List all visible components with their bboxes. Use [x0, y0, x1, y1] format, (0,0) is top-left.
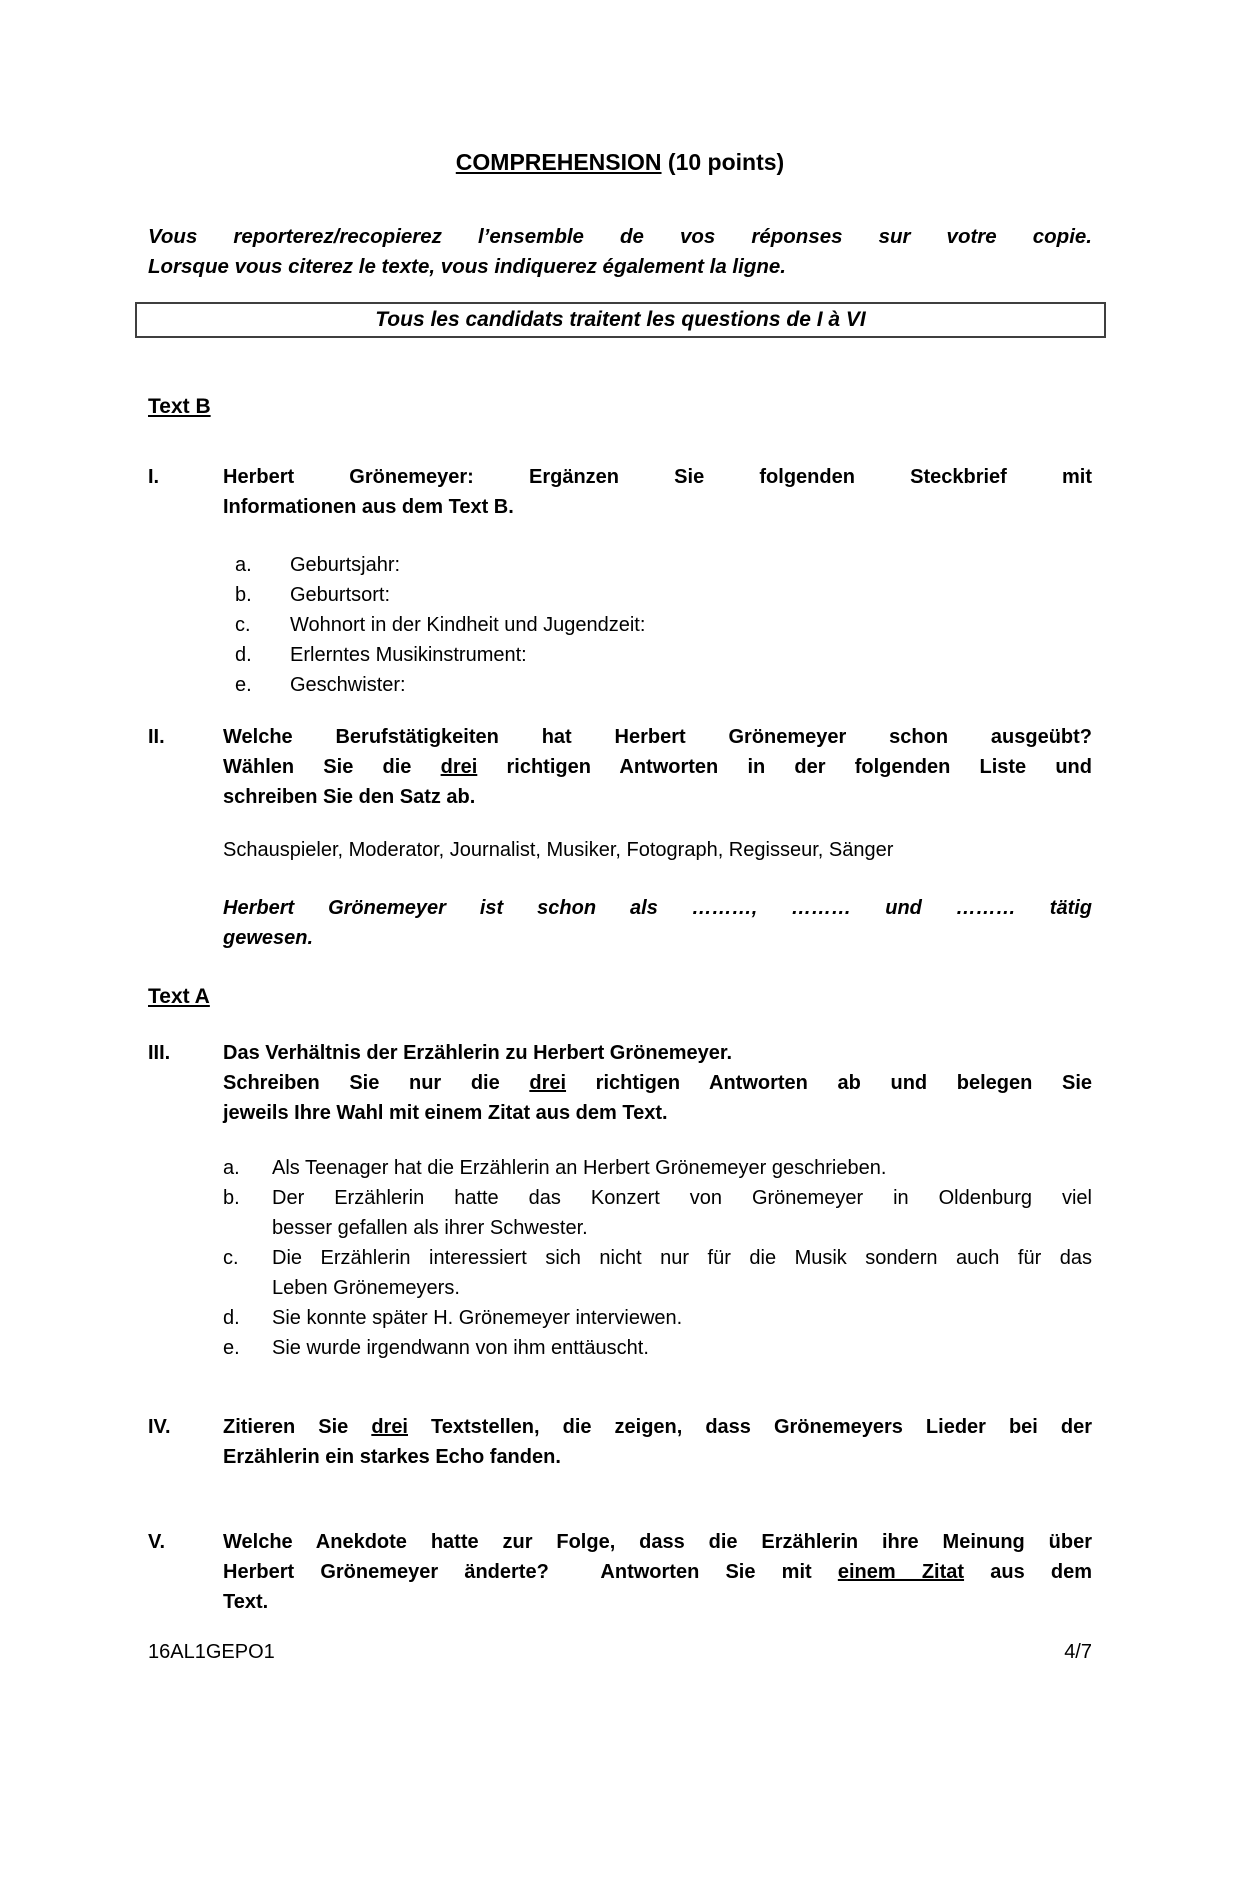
question-1-text: Herbert Grönemeyer: Ergänzen Sie folgenden Steckbrief mit Informationen aus dem Text B.	[223, 466, 1092, 518]
instructions: Vous reporterez/recopierez l’ensemble de vos réponses sur votre copie. Lorsque vous citerez le texte, vous indiquerez également la ligne.	[148, 225, 1092, 278]
list-item-marker: c.	[235, 614, 251, 636]
list-item	[223, 1243, 1092, 1303]
title-main: COMPREHENSION	[455, 149, 662, 175]
steckbrief-list	[235, 550, 1092, 700]
question-4-text: Zitieren Sie drei Textstellen, die zeigen, dass Grönemeyers Lieder bei der Erzählerin ein starkes Echo fanden.	[223, 1416, 1093, 1468]
question-1	[148, 462, 1092, 522]
list-item-marker: b.	[223, 1187, 240, 1209]
list-item-text: Die Erzählerin interessiert sich nicht nur für die Musik sondern auch für das Leben Grönemeyers.	[272, 1247, 1092, 1299]
banner-box	[135, 302, 1106, 338]
question-3	[148, 1038, 1092, 1128]
question-5-text: Welche Anekdote hatte zur Folge, dass die Erzählerin ihre Meinung über Herbert Grönemeyer änderte? Antworten Sie mit einem Zitat aus dem Text.	[223, 1531, 1092, 1613]
list-item-marker: d.	[223, 1307, 240, 1329]
list-item	[235, 580, 1092, 610]
list-item-text: Als Teenager hat die Erzählerin an Herbert Grönemeyer geschrieben.	[272, 1157, 887, 1179]
list-item-text: Wohnort in der Kindheit und Jugendzeit:	[290, 614, 646, 636]
list-item-text: Sie wurde irgendwann von ihm enttäuscht.	[272, 1337, 649, 1359]
gap-sentence: Herbert Grönemeyer ist schon als ………, ……… und ……… tätig gewesen.	[223, 897, 1092, 949]
list-item-text: Erlerntes Musikinstrument:	[290, 644, 527, 666]
heading-text-a	[148, 982, 1092, 1012]
list-item	[223, 1303, 1092, 1333]
question-2-text: Welche Berufstätigkeiten hat Herbert Grönemeyer schon ausgeübt? Wählen Sie die drei richtigen Antworten in der folgenden Liste und schreiben Sie den Satz ab.	[223, 726, 1092, 808]
list-item	[235, 640, 1092, 670]
list-item-marker: a.	[235, 554, 252, 576]
list-item	[235, 610, 1092, 640]
list-item	[235, 550, 1092, 580]
professions-line: Schauspieler, Moderator, Journalist, Musiker, Fotograph, Regisseur, Sänger	[223, 839, 894, 861]
list-item	[235, 670, 1092, 700]
heading-text-b-label: Text B	[148, 395, 211, 418]
page-title	[148, 146, 1092, 178]
heading-text-b	[148, 392, 1092, 422]
list-item	[223, 1153, 1092, 1183]
list-item-text: Geburtsjahr:	[290, 554, 401, 576]
list-item-text: Geschwister:	[290, 674, 406, 696]
list-item	[223, 1183, 1092, 1243]
list-item-marker: e.	[235, 674, 252, 696]
list-item-marker: e.	[223, 1337, 240, 1359]
list-item-marker: b.	[235, 584, 252, 606]
question-1-numeral: I.	[148, 466, 160, 488]
question-3-text: Das Verhältnis der Erzählerin zu Herbert Grönemeyer. Schreiben Sie nur die drei richtigen Antworten ab und belegen Sie jeweils Ihre Wahl mit einem Zitat aus dem Text.	[223, 1042, 1093, 1124]
banner-text: Tous les candidats traitent les questions de I à VI	[375, 308, 866, 331]
question-2-numeral: II.	[148, 726, 165, 748]
page-number: 4/7	[1064, 1641, 1092, 1663]
question-4	[148, 1412, 1092, 1472]
title-points: (10 points)	[661, 149, 785, 175]
list-item-text: Sie konnte später H. Grönemeyer interviewen.	[272, 1307, 683, 1329]
question-3-numeral: III.	[148, 1042, 171, 1064]
list-item-text: Geburtsort:	[290, 584, 391, 606]
question-5	[148, 1527, 1092, 1617]
page-footer	[148, 1637, 1092, 1667]
exam-page	[0, 146, 1240, 1900]
list-item-marker: c.	[223, 1247, 239, 1269]
question-5-numeral: V.	[148, 1531, 166, 1553]
question-2	[148, 722, 1092, 812]
list-item-marker: d.	[235, 644, 252, 666]
question-4-numeral: IV.	[148, 1416, 171, 1438]
list-item-marker: a.	[223, 1157, 240, 1179]
list-item-text: Der Erzählerin hatte das Konzert von Grönemeyer in Oldenburg viel besser gefallen als ihrer Schwester.	[272, 1187, 1092, 1239]
list-item	[223, 1333, 1092, 1363]
heading-text-a-label: Text A	[148, 985, 210, 1008]
statements-list	[223, 1153, 1092, 1363]
doc-code: 16AL1GEPO1	[148, 1641, 275, 1663]
